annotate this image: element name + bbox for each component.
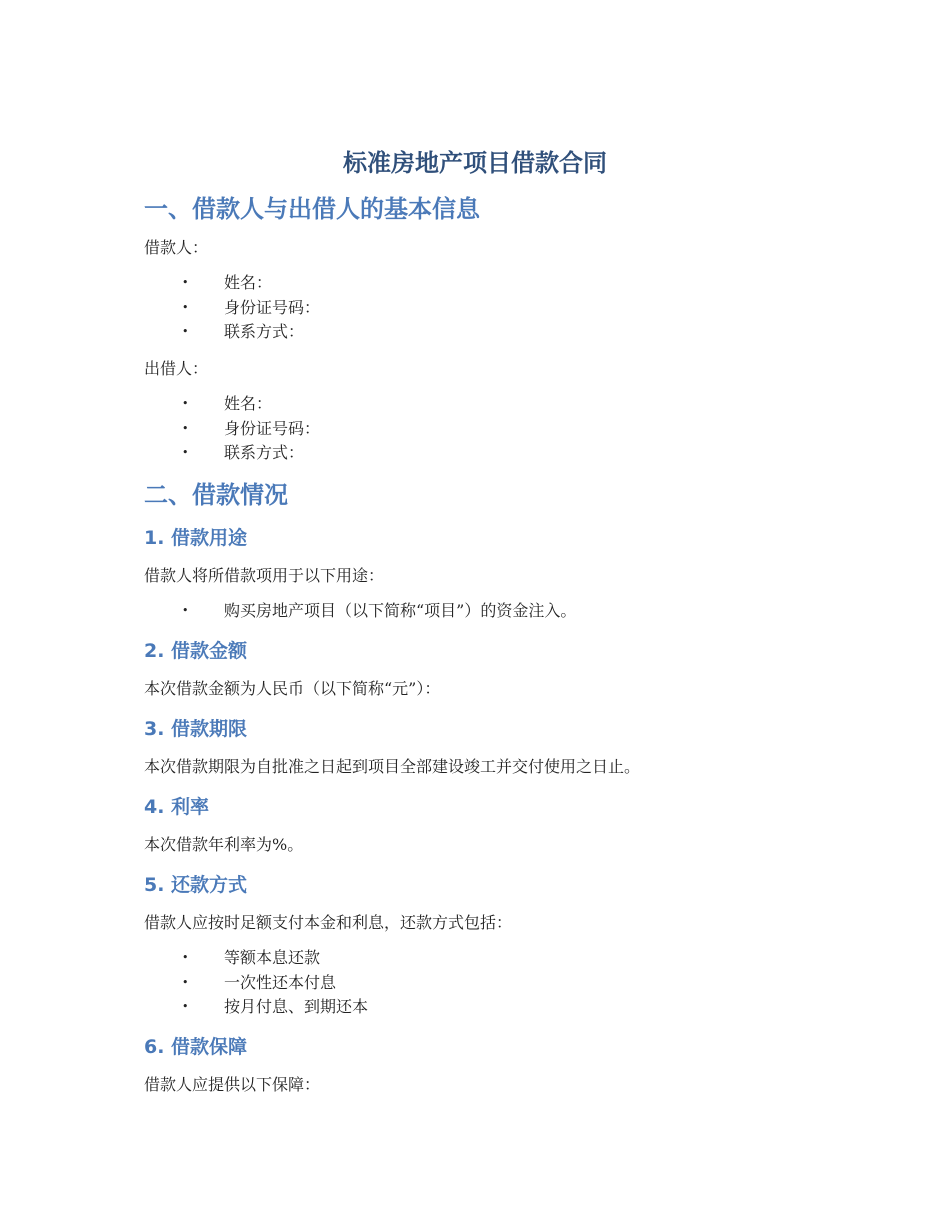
interest-rate-text: 本次借款年利率为%。	[144, 835, 304, 854]
repayment-method-text: 借款人应按时足额支付本金和利息，还款方式包括：	[144, 913, 513, 932]
borrower-contact-field: 联系方式：	[224, 322, 305, 341]
repayment-option: 等额本息还款	[224, 948, 321, 967]
loan-amount-text: 本次借款金额为人民币（以下简称“元”）：	[144, 679, 441, 698]
section-heading-basic-info: 一、借款人与出借人的基本信息	[144, 195, 480, 223]
lender-name-field: 姓名：	[224, 394, 273, 413]
lender-id-field: 身份证号码：	[224, 418, 321, 438]
bullet-icon: •	[182, 1000, 189, 1013]
subheading-repayment-method: 5. 还款方式	[144, 874, 248, 896]
bullet-icon: •	[182, 975, 189, 989]
lender-contact-field: 联系方式：	[224, 443, 305, 462]
bullet-icon: •	[182, 951, 189, 964]
bullet-icon: •	[182, 446, 189, 459]
document-title: 标准房地产项目借款合同	[343, 149, 607, 177]
bullet-icon: •	[182, 397, 189, 410]
subheading-interest-rate: 4. 利率	[144, 796, 210, 818]
loan-guarantee-text: 借款人应提供以下保障：	[144, 1075, 321, 1094]
subheading-loan-purpose: 1. 借款用途	[144, 527, 248, 549]
subheading-loan-term: 3. 借款期限	[144, 718, 248, 740]
bullet-icon: •	[182, 604, 189, 617]
repayment-option: 按月付息、到期还本	[224, 997, 369, 1016]
bullet-icon: •	[182, 325, 189, 338]
borrower-name-field: 姓名：	[224, 273, 273, 292]
loan-purpose-item: 购买房地产项目（以下简称“项目”）的资金注入。	[224, 601, 577, 620]
bullet-icon: •	[182, 300, 189, 314]
section-heading-loan-details: 二、借款情况	[144, 481, 288, 509]
repayment-option: 一次性还本付息	[224, 972, 337, 992]
bullet-icon: •	[182, 276, 189, 289]
bullet-icon: •	[182, 421, 189, 435]
loan-purpose-text: 借款人将所借款项用于以下用途：	[144, 566, 385, 585]
subheading-loan-guarantee: 6. 借款保障	[144, 1036, 248, 1058]
subheading-loan-amount: 2. 借款金额	[144, 640, 248, 662]
lender-label: 出借人：	[144, 359, 209, 378]
loan-term-text: 本次借款期限为自批准之日起到项目全部建设竣工并交付使用之日止。	[144, 757, 641, 776]
borrower-label: 借款人：	[144, 238, 209, 257]
borrower-id-field: 身份证号码：	[224, 297, 321, 317]
